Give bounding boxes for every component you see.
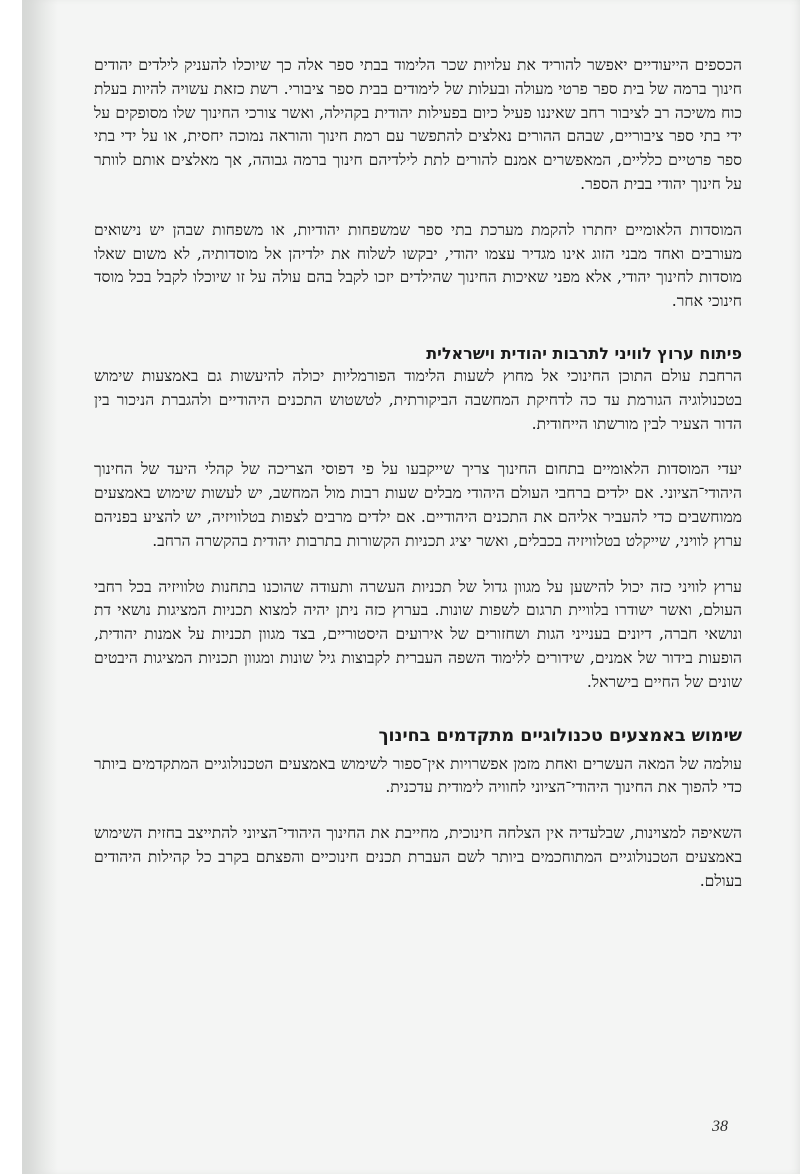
section2-paragraph-1: עולמה של המאה העשרים ואחת מזמן אפשרויות אין־ספור לשימוש באמצעים הטכנולוגיים המתקדמים ביותר כדי להפוך את החינוך היהודי־הציוני לחוויה לימודית עדכנית. (94, 754, 742, 797)
intro-paragraph-1: הכספים הייעודיים יאפשר להוריד את עלויות שכר הלימוד בבתי ספר אלה כך שיוכלו להעניק לילדים יהודים חינוך ברמה של בית ספר פרטי מעולה ובעלות של לימודים בבית ספר ציבורי. רשת כזאת עשויה להיות בעלת כוח משיכה רב לציבור רחב שאיננו פעיל כיום בפעילות יהודית בקהילה, ואשר צורכי החינוך שלו מסופקים על ידי בתי ספר ציבוריים, שבהם ההורים נאלצים להתפשר עם רמת חינוך והוראה נמוכה יחסית, או על ידי בתי ספר פרטיים כלליים, המאפשרים אמנם להורים לתת לילדיהם חינוך ברמה גבוהה, אך מאלצים אותם לוותר על חינוך יהודי בבית הספר. (94, 56, 742, 193)
page-number: 38 (712, 1118, 728, 1135)
page-body (94, 54, 742, 894)
section1-paragraph-1: הרחבת עולם התוכן החינוכי אל מחוץ לשעות הלימוד הפורמליות יכולה להיעשות גם באמצעות שימוש בטכנולוגיה הגורמת עד כה לדחיקת המחשבה הביקורתית, לטשטוש התכנים היהודיים ולהגברת הניכור בין הדור הצעיר לבין מורשתו הייחודית. (94, 366, 742, 433)
section1-paragraph-2: יעדי המוסדות הלאומיים בתחום החינוך צריך שייקבעו על פי דפוסי הצריכה של קהלי היעד של החינוך היהודי־הציוני. אם ילדים ברחבי העולם היהודי מבלים שעות רבות מול המחשב, יש לעשות שימוש באמצעים ממוחשבים כדי להעביר אליהם את התכנים היהודיים. אם ילדים מרבים לצפות בטלוויזיה, יש להציע בפניהם ערוץ לוויני, שייקלט בטלוויזיה בכבלים, ואשר יציג תכניות הקשורות בתרבות יהודית בהקשרה הרחב. (94, 460, 742, 550)
section-heading-satellite-channel: פיתוח ערוץ לוויני לתרבות יהודית וישראלית (426, 343, 742, 363)
section1-paragraph-3: ערוץ לוויני כזה יכול להישען על מגוון גדול של תכניות העשרה ותעודה שהוכנו בתחנות טלוויזיה בכל רחבי העולם, ואשר ישודרו בלוויית תרגום לשפות שונות. בערוץ כזה ניתן יהיה למצוא תכניות המציגות נושאי דת ונושאי חברה, דיונים בענייני הגות ושחזורים של אירועים היסטוריים, בצד מגוון תכניות על אמנות יהודית, הופעות בידור של אמנים, שידורים ללימוד השפה העברית לקבוצות גיל שונות ומגוון תכניות המציגות היבטים שונים של החיים בישראל. (94, 577, 742, 691)
binding-shadow (22, 0, 58, 1174)
intro-paragraph-2: המוסדות הלאומיים יחתרו להקמת מערכת בתי ספר שמשפחות יהודיות, או משפחות שבהן יש נישואים מעורבים ואחד מבני הזוג אינו מגדיר עצמו יהודי, יבקשו לשלוח את ילדיהן אל מוסדותיה, לא משום שאלו מוסדות לחינוך יהודי, אלא מפני שאיכות החינוך שהילדים יזכו לקבל בהם עולה על זו שיוכלו לקבל בכל מוסד חינוכי אחר. (94, 220, 742, 311)
section2-paragraph-2: השאיפה למצוינות, שבלעדיה אין הצלחה חינוכית, מחייבת את החינוך היהודי־הציוני להתייצב בחזית השימוש באמצעים הטכנולוגיים המתוחכמים ביותר לשם העברת תכנים חינוכיים והפצתם בקרב כל קהילות היהודים בעולם. (94, 824, 742, 890)
section-heading-technology: שימוש באמצעים טכנולוגיים מתקדמים בחינוך (378, 725, 742, 746)
